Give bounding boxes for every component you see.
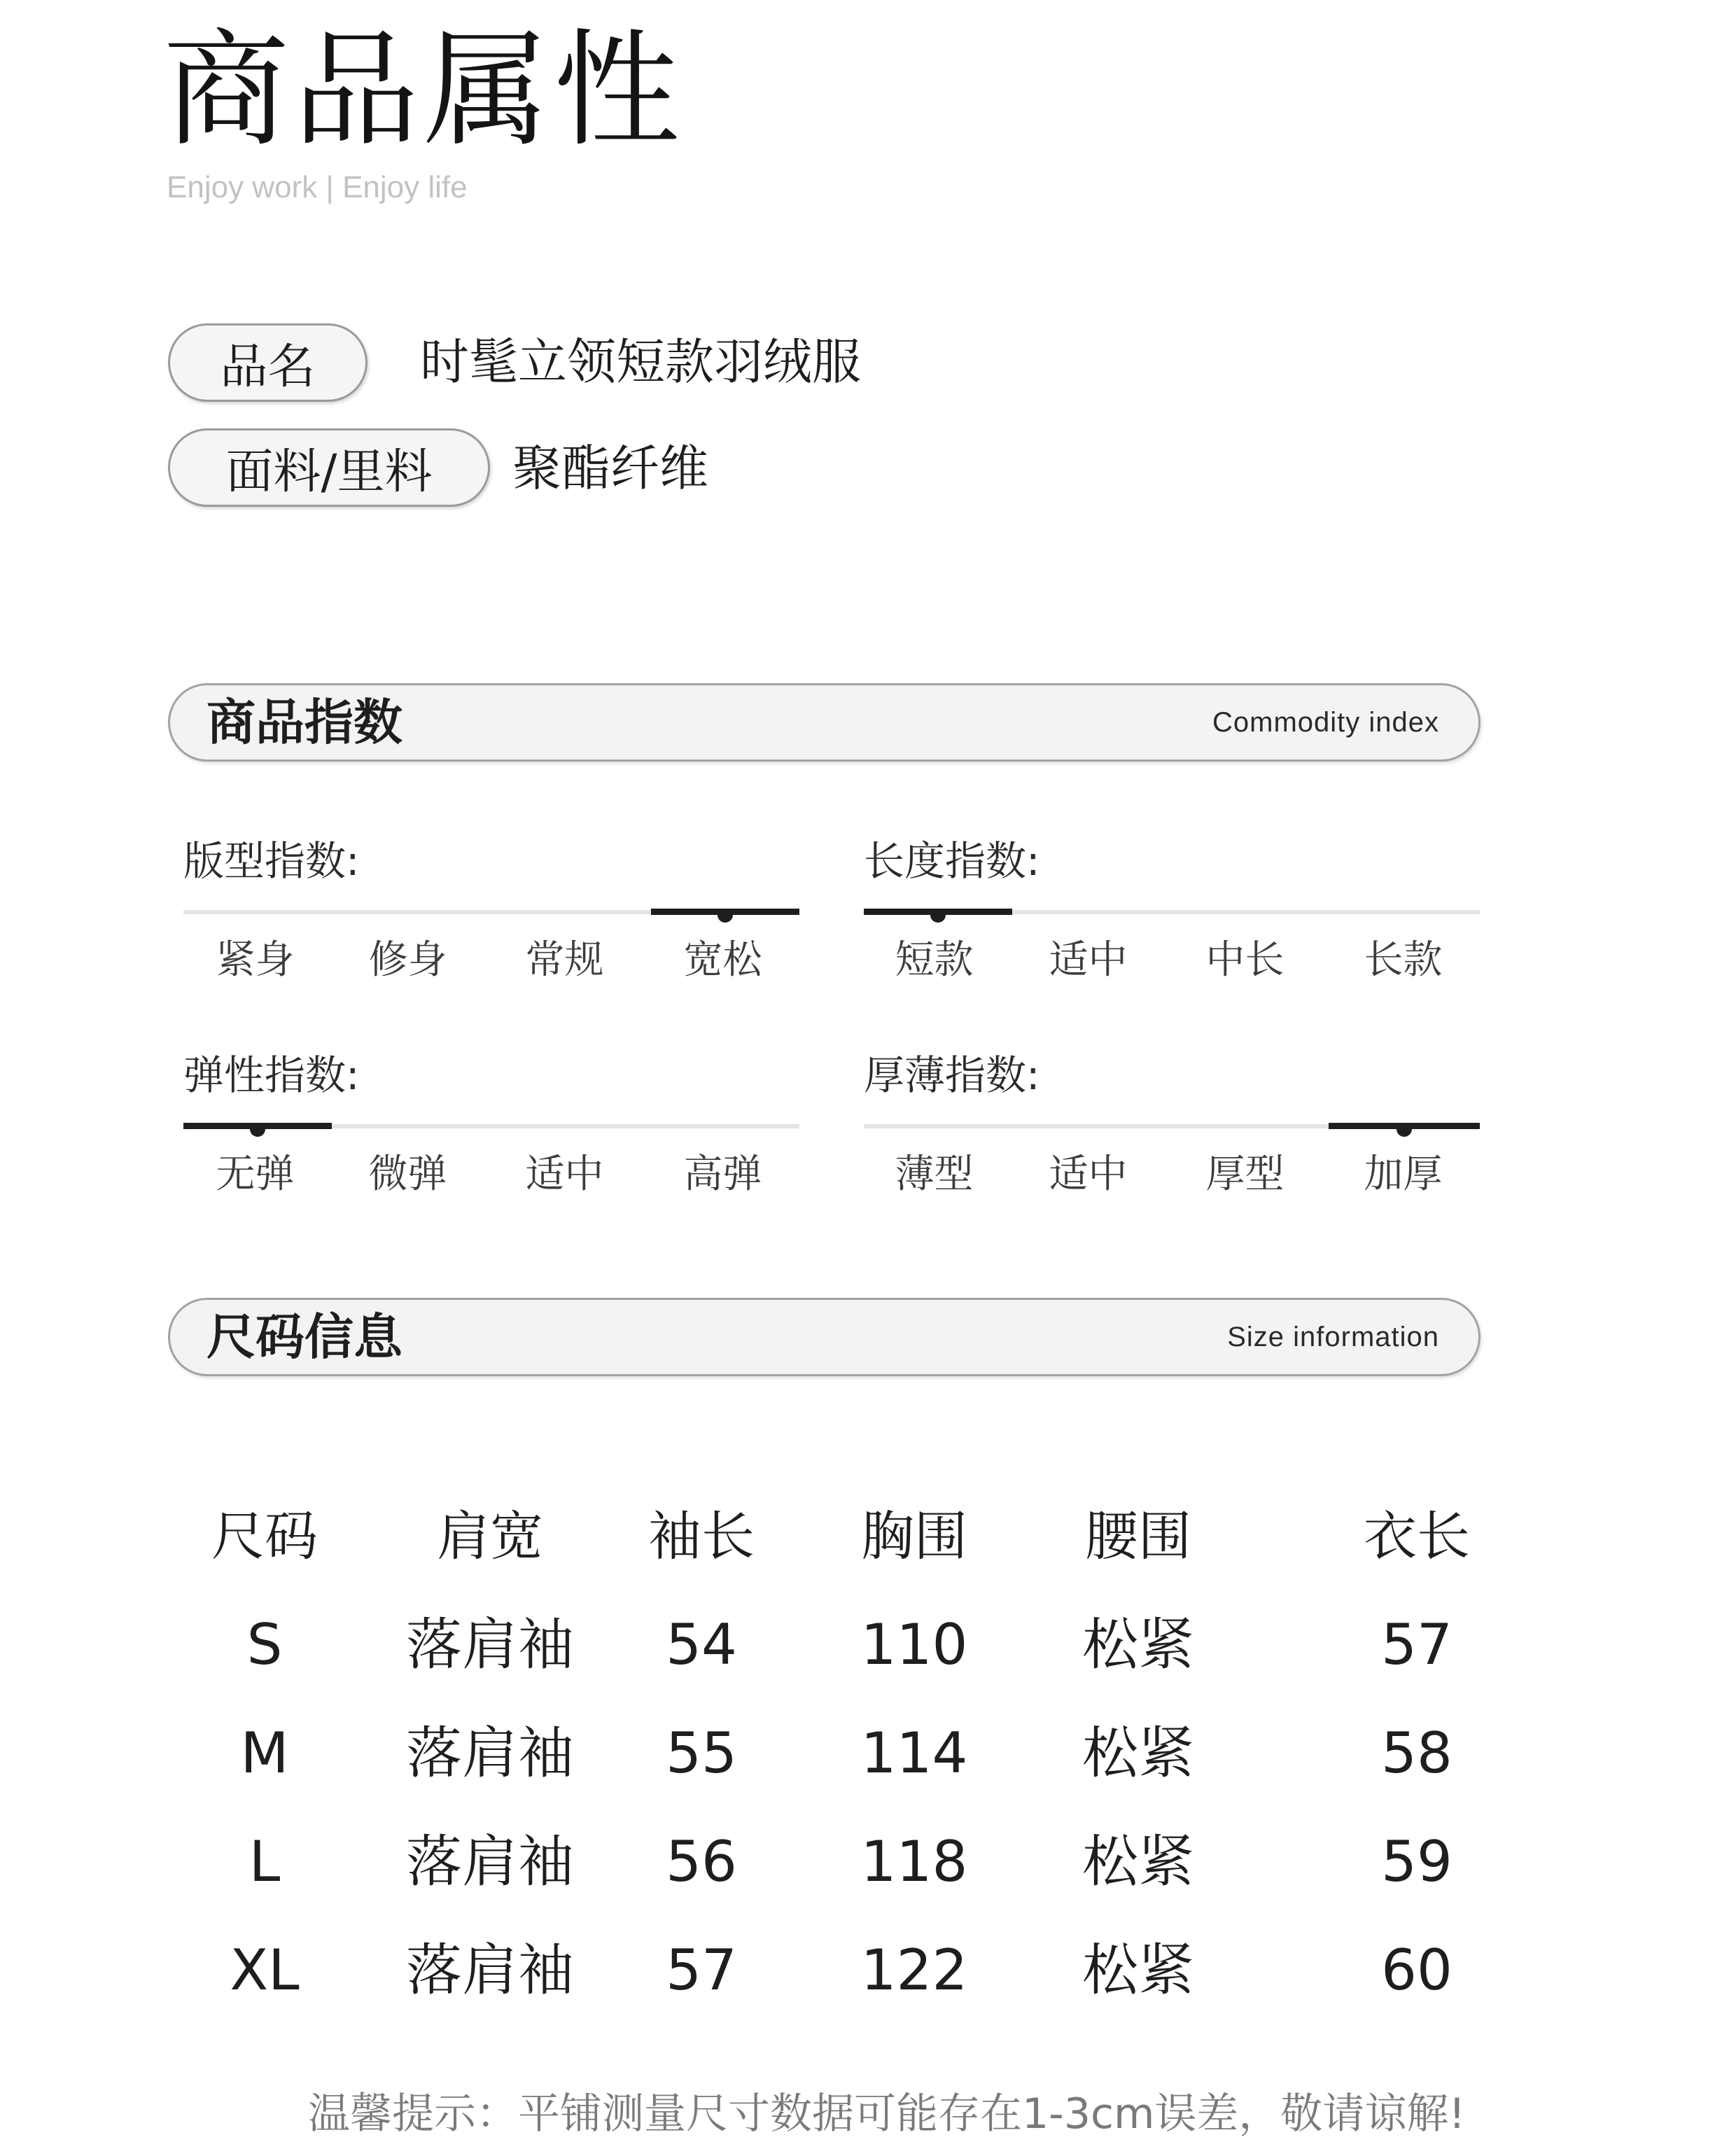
index-selected-marker <box>864 909 1012 915</box>
index-title: 厚薄指数: <box>864 1051 1040 1099</box>
table-cell: 55 <box>666 1721 737 1786</box>
section-title: 尺码信息 <box>206 1308 402 1366</box>
table-cell: 110 <box>860 1612 968 1677</box>
table-cell: 57 <box>666 1938 737 2003</box>
section-subtitle-en: Commodity index <box>1212 707 1439 738</box>
index-option: 适中 <box>1049 937 1128 983</box>
index-option: 高弹 <box>683 1152 762 1197</box>
table-cell: 落肩袖 <box>406 1938 574 2003</box>
attribute-value-fabric: 聚酯纤维 <box>512 440 708 497</box>
section-subtitle-en: Size information <box>1227 1322 1439 1352</box>
index-track <box>183 1124 799 1128</box>
table-cell: 落肩袖 <box>406 1612 574 1677</box>
index-title: 长度指数: <box>864 837 1040 885</box>
index-option: 长款 <box>1364 937 1443 983</box>
index-option: 紧身 <box>216 937 295 983</box>
index-option: 微弹 <box>368 1152 447 1197</box>
attribute-label-product-name: 品名 <box>168 323 368 402</box>
index-option-selected: 加厚 <box>1364 1152 1443 1197</box>
table-header-cell: 肩宽 <box>437 1505 543 1567</box>
table-cell: 114 <box>860 1721 968 1786</box>
table-header-cell: 腰围 <box>1085 1505 1191 1567</box>
table-cell: L <box>248 1829 281 1894</box>
table-header-cell: 胸围 <box>861 1505 967 1567</box>
table-cell: 落肩袖 <box>406 1829 574 1894</box>
commodity-index-header <box>168 683 1480 762</box>
index-option-selected: 宽松 <box>683 937 762 983</box>
table-cell: 松紧 <box>1082 1938 1194 2003</box>
table-header-cell: 袖长 <box>648 1505 755 1567</box>
table-cell: 落肩袖 <box>406 1721 574 1786</box>
index-option: 中长 <box>1205 937 1284 983</box>
table-header-cell: 尺码 <box>211 1505 318 1567</box>
page-title: 商品属性 <box>163 18 685 164</box>
table-row <box>168 1925 1484 2016</box>
table-row <box>168 1816 1484 1907</box>
table-cell: 58 <box>1381 1721 1452 1786</box>
index-option: 适中 <box>525 1152 604 1197</box>
index-option: 厚型 <box>1205 1152 1284 1197</box>
table-cell: 松紧 <box>1082 1612 1194 1677</box>
index-selected-marker <box>183 1123 332 1129</box>
table-header-cell: 衣长 <box>1364 1505 1470 1567</box>
index-option-selected: 无弹 <box>216 1152 295 1197</box>
index-option: 常规 <box>525 937 604 983</box>
size-info-header <box>168 1298 1480 1376</box>
table-cell: 松紧 <box>1082 1829 1194 1894</box>
table-cell: 56 <box>666 1829 737 1894</box>
table-cell: 122 <box>860 1938 968 2003</box>
table-cell: M <box>240 1721 289 1786</box>
table-cell: 松紧 <box>1082 1721 1194 1786</box>
table-row <box>168 1708 1484 1799</box>
attribute-label-fabric: 面料/里料 <box>168 428 490 507</box>
table-cell: XL <box>230 1938 300 2003</box>
table-row <box>168 1600 1484 1690</box>
index-selected-marker <box>1329 1123 1480 1129</box>
index-option: 适中 <box>1049 1152 1128 1197</box>
table-cell: S <box>246 1612 283 1677</box>
index-track <box>183 910 799 914</box>
index-option: 薄型 <box>895 1152 974 1197</box>
page-subtitle: Enjoy work | Enjoy life <box>167 170 468 204</box>
index-option: 修身 <box>368 937 447 983</box>
index-title: 版型指数: <box>183 837 360 885</box>
table-cell: 59 <box>1381 1829 1452 1894</box>
table-cell: 54 <box>666 1612 737 1677</box>
index-selected-marker <box>651 909 799 915</box>
table-cell: 57 <box>1381 1612 1452 1677</box>
index-title: 弹性指数: <box>183 1051 360 1099</box>
table-cell: 118 <box>860 1829 968 1894</box>
table-cell: 60 <box>1381 1938 1452 2003</box>
section-title: 商品指数 <box>206 694 402 751</box>
table-header-row <box>168 1491 1484 1582</box>
index-option-selected: 短款 <box>895 937 974 983</box>
index-track <box>864 1124 1480 1128</box>
attribute-value-product-name: 时髦立领短款羽绒服 <box>420 333 861 391</box>
footer-note: 温馨提示：平铺测量尺寸数据可能存在1-3cm误差，敬请谅解! <box>308 2090 1466 2138</box>
index-track <box>864 910 1480 914</box>
